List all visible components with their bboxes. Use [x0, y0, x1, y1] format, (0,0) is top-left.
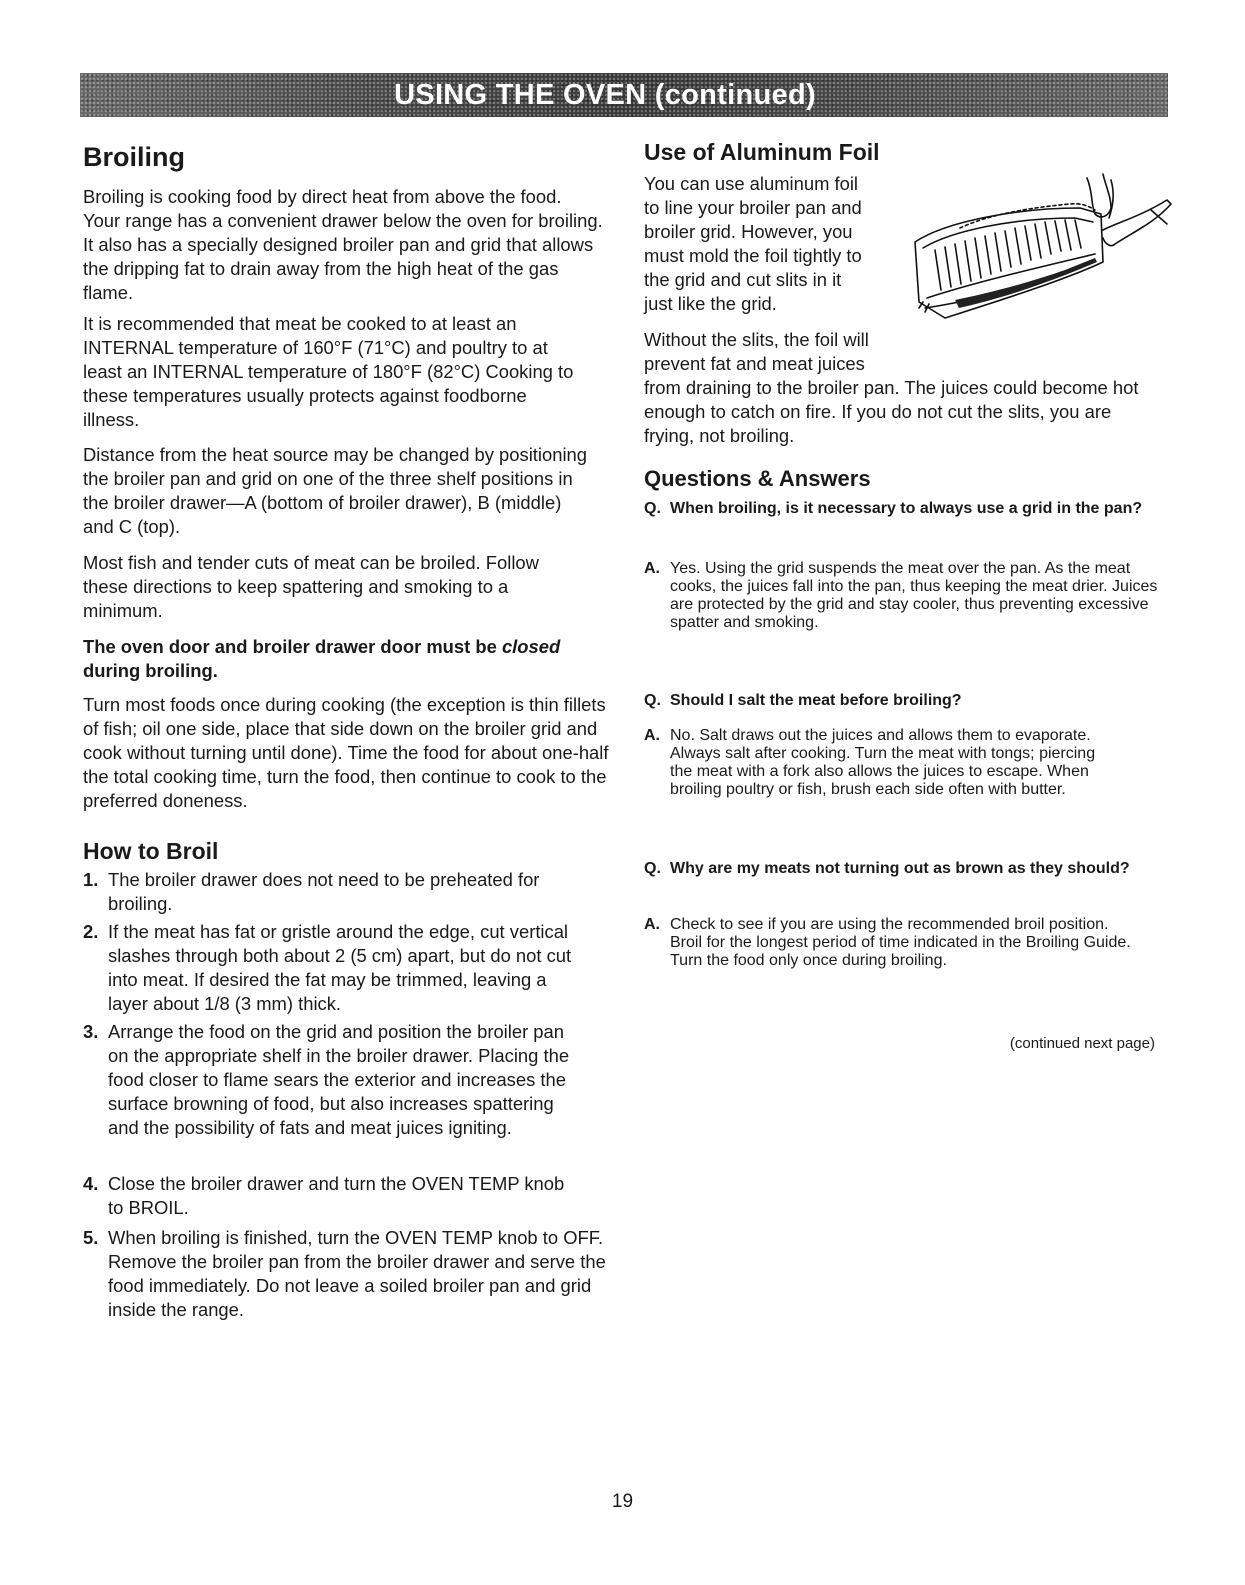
foil-slits-paragraph — [644, 328, 1159, 448]
question-label: Q. — [644, 692, 661, 709]
foil-line: Without the slits, the foil will — [644, 329, 869, 350]
step-number: 5. — [83, 1227, 99, 1248]
foil-intro-paragraph — [644, 172, 904, 316]
questions-answers-heading: Questions & Answers — [644, 466, 871, 491]
banner-title: USING THE OVEN (continued) — [394, 78, 816, 111]
answer-text: No. Salt draws out the juices and allows them to evaporate. Always salt after cooking. Turn the meat with tongs; piercing the meat with a fork also allows the juices to escape. When broiling poultry or fish, brush each side often with butter. — [670, 727, 1096, 798]
page-number: 19 — [611, 1491, 634, 1512]
warning-text-2: during broiling. — [83, 660, 218, 681]
step-text: Arrange the food on the grid and position the broiler pan on the appropriate shelf in the broiler drawer. Placing the food closer to flame sears the exterior and increases the surface browning of food, but also increases spattering and the possibility of fats and meat juices igniting. — [108, 1021, 570, 1138]
answer-text: Check to see if you are using the recommended broil position. Broil for the longest period of time indicated in the Broiling Guide. Turn the food only once during broiling. — [670, 916, 1131, 969]
answer-text: Yes. Using the grid suspends the meat over the pan. As the meat cooks, the juices fall into the pan, thus keeping the meat drier. Juices are protected by the grid and stay cooler, thus preventing excessive spatter and smoking. — [670, 560, 1158, 631]
question-text: Should I salt the meat before broiling? — [670, 692, 962, 709]
section-banner — [80, 73, 1168, 117]
foil-line: prevent fat and meat juices — [644, 353, 865, 374]
warning-text-1: The oven door and broiler drawer door must be — [83, 636, 502, 657]
question-text: When broiling, is it necessary to always use a grid in the pan? — [670, 500, 1143, 517]
question-3 — [644, 860, 1140, 878]
broiling-intro-paragraph: Broiling is cooking food by direct heat from above the food. Your range has a convenient drawer below the oven for broiling. It also has a specially designed broiler pan and grid that allows the dripping fat to drain away from the high heat of the gas flame. — [83, 186, 603, 303]
step-number: 3. — [83, 1021, 99, 1042]
step-text: When broiling is finished, turn the OVEN TEMP knob to OFF. Remove the broiler pan from the broiler drawer and serve the food immediately. Do not leave a soiled broiler pan and grid inside the range. — [108, 1227, 606, 1320]
foil-line: the grid and cut slits in it — [644, 269, 842, 290]
turning-paragraph: Turn most foods once during cooking (the exception is thin fillets of fish; oil one side, place that side down on the broiler grid and cook without turning until done). Time the food for about one-half the total cooking time, turn the food, then continue to cook to the preferred doneness. — [83, 694, 609, 811]
question-1 — [644, 500, 1175, 518]
step-number: 2. — [83, 921, 99, 942]
warning-closed-word: closed — [501, 636, 561, 657]
door-closed-warning — [83, 635, 563, 683]
step-2 — [83, 920, 573, 1016]
continued-next-page-note: (continued next page) — [1009, 1035, 1155, 1052]
foil-line: just like the grid. — [644, 293, 777, 314]
foil-line: from draining to the broiler pan. The juices could become hot enough to catch on fire. If you do not cut the slits, you are frying, not broiling. — [644, 377, 1139, 446]
question-2 — [644, 692, 1175, 710]
question-label: Q. — [644, 860, 661, 877]
broiler-pan-foil-illustration — [905, 170, 1177, 330]
answer-label: A. — [644, 916, 660, 933]
step-text: If the meat has fat or gristle around the edge, cut vertical slashes through both about 2 (5 cm) apart, but do not cut into meat. If desired the fat may be trimmed, leaving a layer about 1/8 (3 mm) thick. — [108, 921, 572, 1014]
step-number: 4. — [83, 1173, 99, 1194]
answer-3 — [644, 916, 1140, 970]
broiling-heading: Broiling — [83, 142, 185, 172]
step-5 — [83, 1226, 608, 1322]
foil-line: broiler grid. However, you — [644, 221, 853, 242]
step-3 — [83, 1020, 578, 1140]
step-text: The broiler drawer does not need to be preheated for broiling. — [108, 869, 540, 914]
question-label: Q. — [644, 500, 661, 517]
step-4 — [83, 1172, 568, 1220]
aluminum-foil-heading: Use of Aluminum Foil — [644, 139, 880, 165]
answer-1 — [644, 560, 1160, 632]
step-text: Close the broiler drawer and turn the OVEN TEMP knob to BROIL. — [108, 1173, 565, 1218]
foil-line: to line your broiler pan and — [644, 197, 862, 218]
answer-2 — [644, 727, 1120, 799]
distance-paragraph: Distance from the heat source may be changed by positioning the broiler pan and grid on one of the three shelf positions in the broiler drawer—A (bottom of broiler drawer), B (middle) and C (top). — [83, 444, 587, 537]
foil-line: must mold the foil tightly to — [644, 245, 862, 266]
step-number: 1. — [83, 869, 99, 890]
fish-meat-paragraph: Most fish and tender cuts of meat can be broiled. Follow these directions to keep spattering and smoking to a minimum. — [83, 552, 539, 621]
internal-temperature-paragraph: It is recommended that meat be cooked to at least an INTERNAL temperature of 160°F (71°C) and poultry to at least an INTERNAL temperature of 180°F (82°C) Cooking to these temperatures usually protects against foodborne illness. — [83, 313, 574, 430]
question-text: Why are my meats not turning out as brown as they should? — [670, 860, 1130, 877]
answer-label: A. — [644, 560, 660, 577]
step-1 — [83, 868, 563, 916]
how-to-broil-heading: How to Broil — [83, 838, 219, 864]
foil-line: You can use aluminum foil — [644, 173, 859, 194]
answer-label: A. — [644, 727, 660, 744]
